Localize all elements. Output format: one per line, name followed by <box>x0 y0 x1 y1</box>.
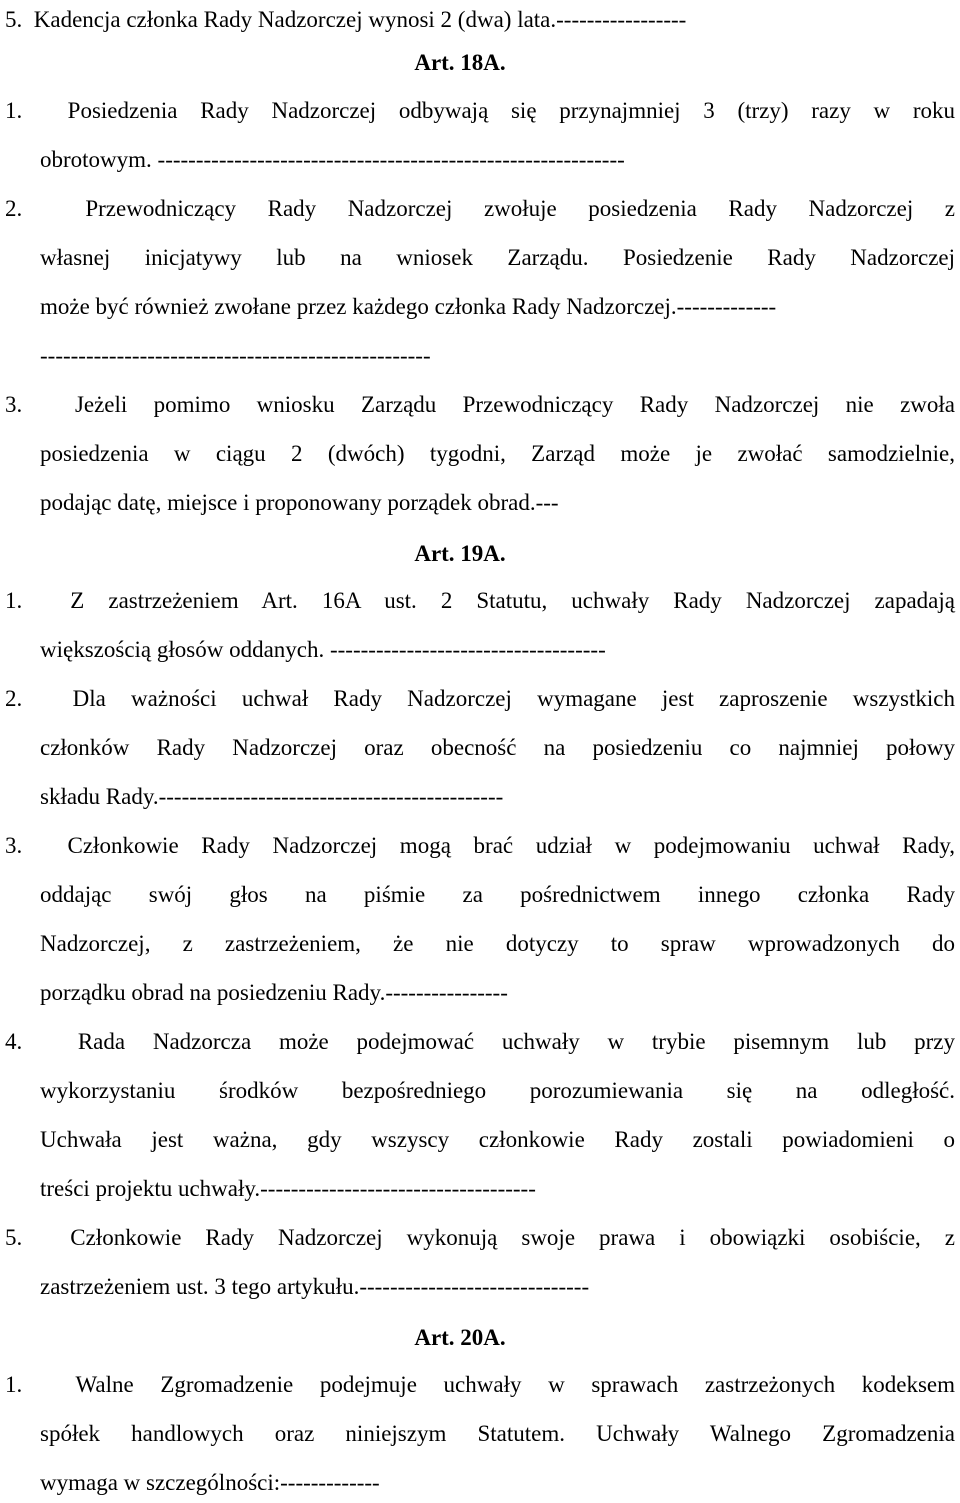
art19-point-4-line-3: Uchwała jest ważna, gdy wszyscy członkowie Rady zostali powiadomieni o <box>40 1127 955 1152</box>
art18-point-2-line-1: 2. Przewodniczący Rady Nadzorczej zwołuje posiedzenia Rady Nadzorczej z <box>5 196 955 221</box>
art18-point-3-line-1: 3. Jeżeli pomimo wniosku Zarządu Przewodniczący Rady Nadzorczej nie zwoła <box>5 392 955 417</box>
article-heading-18a: Art. 18A. <box>414 50 506 75</box>
art18-point-3-line-2: posiedzenia w ciągu 2 (dwóch) tygodni, Zarząd może je zwołać samodzielnie, <box>40 441 955 466</box>
art18-point-2-line-2: własnej inicjatywy lub na wniosek Zarządu. Posiedzenie Rady Nadzorczej <box>40 245 955 270</box>
article-heading-19a: Art. 19A. <box>414 541 506 566</box>
art19-point-5-line-2: zastrzeżeniem ust. 3 tego artykułu.------------------------------ <box>40 1274 590 1299</box>
art18-point-3-line-3: podając datę, miejsce i proponowany porządek obrad.--- <box>40 490 559 515</box>
art19-point-4-line-4: treści projektu uchwały.------------------------------------ <box>40 1176 536 1201</box>
art19-point-1-line-1: 1. Z zastrzeżeniem Art. 16A ust. 2 Statutu, uchwały Rady Nadzorczej zapadają <box>5 588 955 613</box>
art18-point-2-line-3: może być również zwołane przez każdego członka Rady Nadzorczej.------------- <box>40 294 777 319</box>
art19-point-3-line-4: porządku obrad na posiedzeniu Rady.---------------- <box>40 980 508 1005</box>
art19-point-2-line-3: składu Rady.--------------------------------------------- <box>40 784 504 809</box>
article-heading-20a: Art. 20A. <box>414 1325 506 1350</box>
art19-point-4-line-1: 4. Rada Nadzorcza może podejmować uchwały w trybie pisemnym lub przy <box>5 1029 955 1054</box>
art19-point-1-line-2: większością głosów oddanych. ------------------------------------ <box>40 637 606 662</box>
art18-point-1-line-1: 1. Posiedzenia Rady Nadzorczej odbywają się przynajmniej 3 (trzy) razy w roku <box>5 98 955 123</box>
art18-point-1-line-2: obrotowym. ------------------------------------------------------------- <box>40 147 625 172</box>
art19-point-4-line-2: wykorzystaniu środków bezpośredniego porozumiewania się na odległość. <box>40 1078 955 1103</box>
art19-point-3-line-2: oddając swój głos na piśmie za pośrednictwem innego członka Rady <box>40 882 955 907</box>
art19-point-2-line-1: 2. Dla ważności uchwał Rady Nadzorczej wymagane jest zaproszenie wszystkich <box>5 686 955 711</box>
art19-point-5-line-1: 5. Członkowie Rady Nadzorczej wykonują swoje prawa i obowiązki osobiście, z <box>5 1225 955 1250</box>
art18-point-2-line-4: --------------------------------------------------- <box>40 343 431 368</box>
art20-point-1-line-1: 1. Walne Zgromadzenie podejmuje uchwały w sprawach zastrzeżonych kodeksem <box>5 1372 955 1397</box>
art17-point-5: 5. Kadencja członka Rady Nadzorczej wynosi 2 (dwa) lata.----------------- <box>5 7 687 32</box>
art19-point-3-line-3: Nadzorczej, z zastrzeżeniem, że nie dotyczy to spraw wprowadzonych do <box>40 931 955 956</box>
art19-point-3-line-1: 3. Członkowie Rady Nadzorczej mogą brać udział w podejmowaniu uchwał Rady, <box>5 833 955 858</box>
art20-point-1-line-3: wymaga w szczególności:------------- <box>40 1470 380 1495</box>
art19-point-2-line-2: członków Rady Nadzorczej oraz obecność na posiedzeniu co najmniej połowy <box>40 735 955 760</box>
art20-point-1-line-2: spółek handlowych oraz niniejszym Statutem. Uchwały Walnego Zgromadzenia <box>40 1421 955 1446</box>
